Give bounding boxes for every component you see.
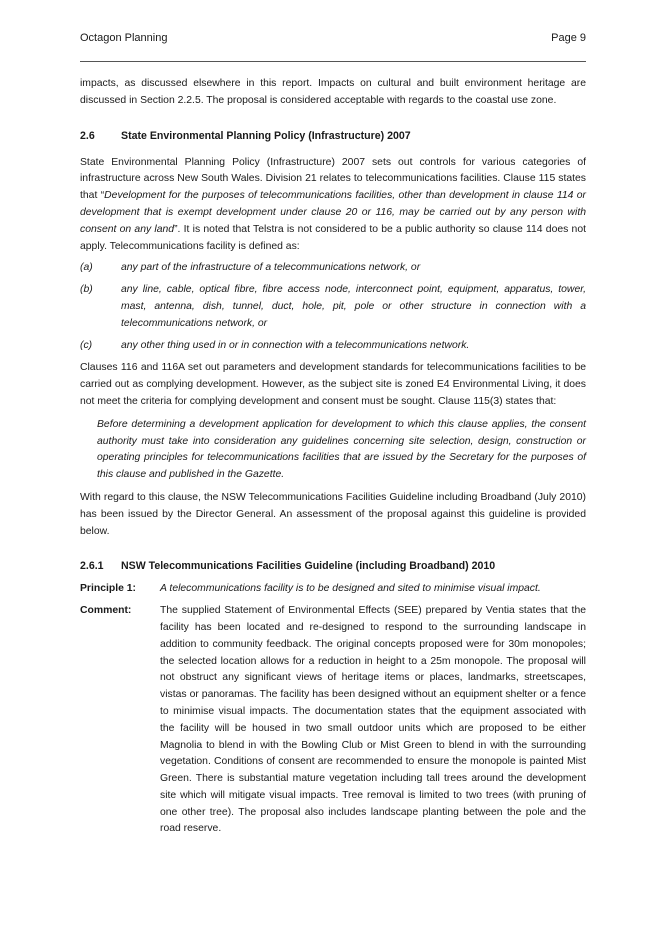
definition-text: any part of the infrastructure of a telecommunications network, or bbox=[121, 262, 421, 274]
seppi-clause-quote: Development for the purposes of telecommunications facilities, other than development in clause 114 or development that is exempt development under clause 20 or 116, may be carried out by any person with consent on any land bbox=[80, 190, 586, 235]
header-org: Octagon Planning bbox=[80, 32, 168, 44]
seppi-text-start: State Environmental Planning Policy (Infrastructure) 2007 sets out controls for various categories of infrastructure across New South Wales. Division 21 relates to telecommunications facilities. Clause 115 states that “ bbox=[80, 156, 586, 202]
section-title: State Environmental Planning Policy (Infrastructure) 2007 bbox=[121, 129, 411, 142]
section-number: 2.6 bbox=[80, 129, 95, 142]
section-heading-2-6-1 bbox=[80, 558, 586, 574]
definition-item bbox=[80, 260, 586, 277]
principle-text: A telecommunications facility is to be designed and sited to minimise visual impact. bbox=[160, 583, 541, 595]
comment-label: Comment: bbox=[80, 605, 132, 617]
clause-115-3-quote: Before determining a development application for development to which this clause applies, the consent authority must take into consideration any guidelines concerning site selection, design, construction or operating principles for telecommunications facilities that are issued by the Secretary for the purposes of this clause and published in the Gazette. bbox=[97, 418, 586, 481]
principle-row bbox=[80, 581, 586, 598]
header-page-number: Page 9 bbox=[551, 32, 586, 44]
seppi-text-end: ”. It is noted that Telstra is not considered to be a public authority so clause 114 does not apply. Telecommunications facility is defined as: bbox=[80, 223, 586, 252]
page-header bbox=[80, 32, 586, 48]
intro-paragraph: impacts, as discussed elsewhere in this report. Impacts on cultural and built environment heritage are discussed in Section 2.2.5. The proposal is considered acceptable with regards to the coastal use zone. bbox=[80, 78, 586, 106]
header-divider bbox=[80, 61, 586, 62]
definition-marker: (c) bbox=[80, 339, 93, 351]
definition-text: any other thing used in or in connection with a telecommunications network. bbox=[121, 339, 470, 351]
seppi-paragraph bbox=[80, 155, 586, 256]
clauses-paragraph: Clauses 116 and 116A set out parameters and development standards for telecommunications facilities to be carried out as complying development. However, as the subject site is zoned E4 Environmental Living, it does not meet the criteria for complying development and consent must be sought. Clause 115(3) states that: bbox=[80, 362, 586, 407]
definition-item bbox=[80, 282, 586, 332]
definition-text: any line, cable, optical fibre, fibre access node, interconnect point, equipment, apparatus, tower, mast, antenna, dish, tunnel, duct, hole, pit, pole or other structure in connection with a telecommunications network, or bbox=[121, 284, 586, 329]
section-title: NSW Telecommunications Facilities Guideline (including Broadband) 2010 bbox=[121, 560, 496, 573]
comment-row bbox=[80, 603, 586, 838]
document-body bbox=[80, 76, 586, 838]
definition-marker: (b) bbox=[80, 284, 93, 296]
definition-marker: (a) bbox=[80, 262, 93, 274]
principle-label: Principle 1: bbox=[80, 583, 137, 595]
section-number: 2.6.1 bbox=[80, 560, 104, 573]
comment-text: The supplied Statement of Environmental Effects (SEE) prepared by Ventia states that the facility has been located and re-designed to respond to the surrounding landscape in addition to community feedback. The original concepts proposed were for 30m monopoles; the selected location allows for a reduction in height to a 25m monopole. The proposal will not obstruct any significant views of heritage items or places, landmarks, streetscapes, vistas or panoramas. The facility has been designed without an equipment shelter or a fence to minimise visual impacts. The documentation states that the equipment associated with the facility will be housed in two small outdoor units which are proposed to be either Magnolia to blend in with the Bowling Club or Mist Green to blend in with the surrounding vegetation. Conditions of consent are recommended to ensure the monopole is painted Mist Green. There is substantial mature vegetation including tall trees around the development site which will mitigate visual impacts. Tree removal is limited to two trees (with pruning of one other tree). The proposal also includes landscape planting between the pole and the road reserve. bbox=[160, 605, 586, 835]
section-heading-2-6 bbox=[80, 128, 586, 144]
definition-item bbox=[80, 338, 586, 355]
guideline-paragraph: With regard to this clause, the NSW Telecommunications Facilities Guideline including Broadband (July 2010) has been issued by the Director General. An assessment of the proposal against this guideline is provided below. bbox=[80, 491, 586, 537]
